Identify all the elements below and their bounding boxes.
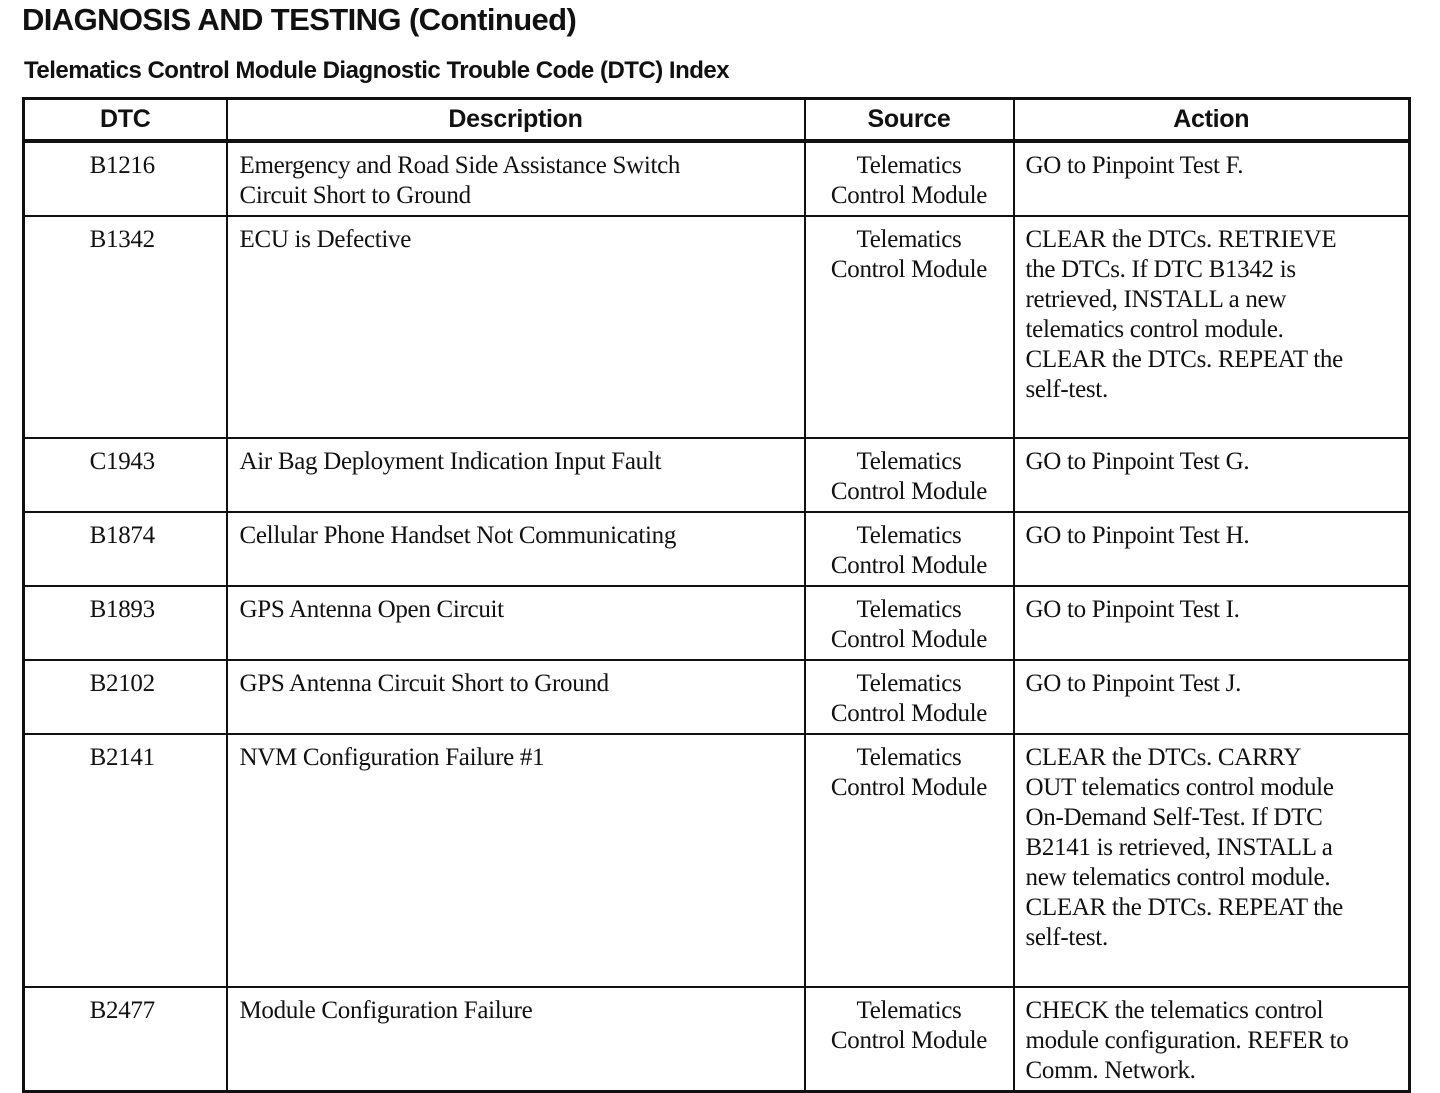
source-line: Telematics: [856, 522, 962, 549]
description-line: Cellular Phone Handset Not Communicating: [239, 522, 677, 549]
source-line: Control Module: [830, 700, 988, 727]
source-line: Control Module: [830, 774, 988, 801]
source-line: Telematics: [856, 997, 962, 1024]
table-title: Telematics Control Module Diagnostic Trouble Code (DTC) Index: [24, 57, 730, 84]
action-line: GO to Pinpoint Test H.: [1025, 522, 1250, 549]
source-line: Telematics: [856, 448, 962, 475]
source-cell: [805, 512, 1014, 586]
source-line: Control Module: [830, 256, 988, 283]
action-line: CLEAR the DTCs. CARRY: [1025, 744, 1302, 771]
description-line: NVM Configuration Failure #1: [239, 744, 545, 771]
table-row: [24, 512, 1410, 586]
action-cell: [1014, 987, 1410, 1092]
description-line: Circuit Short to Ground: [239, 182, 471, 209]
description-line: GPS Antenna Circuit Short to Ground: [239, 670, 609, 697]
source-line: Telematics: [856, 596, 962, 623]
source-line: Control Module: [830, 552, 988, 579]
page-heading: DIAGNOSIS AND TESTING (Continued): [22, 2, 577, 37]
action-line: B2141 is retrieved, INSTALL a: [1025, 834, 1333, 861]
table-row: [24, 660, 1410, 734]
source-line: Control Module: [830, 478, 988, 505]
description-line: Emergency and Road Side Assistance Switch: [239, 152, 681, 179]
dtc-code-cell: B2141: [24, 734, 227, 987]
action-line: On-Demand Self-Test. If DTC: [1025, 804, 1323, 831]
table-row: [24, 586, 1410, 660]
description-cell: [227, 586, 805, 660]
table-row: [24, 216, 1410, 438]
source-cell: [805, 216, 1014, 438]
action-line: CHECK the telematics control: [1025, 997, 1324, 1024]
column-header-dtc: DTC: [24, 99, 227, 142]
action-line: new telematics control module.: [1025, 864, 1331, 891]
source-cell: [805, 660, 1014, 734]
action-cell: [1014, 660, 1410, 734]
description-line: Air Bag Deployment Indication Input Fault: [239, 448, 662, 475]
source-line: Telematics: [856, 152, 962, 179]
action-line: GO to Pinpoint Test I.: [1025, 596, 1240, 623]
description-cell: [227, 512, 805, 586]
source-cell: [805, 141, 1014, 216]
action-line: self-test.: [1025, 376, 1108, 403]
action-line: the DTCs. If DTC B1342 is: [1025, 256, 1296, 283]
action-line: GO to Pinpoint Test J.: [1025, 670, 1242, 697]
action-line: CLEAR the DTCs. RETRIEVE: [1025, 226, 1337, 253]
action-cell: [1014, 438, 1410, 512]
dtc-code-cell: B1893: [24, 586, 227, 660]
column-header-description: Description: [227, 99, 805, 142]
dtc-code-cell: B1342: [24, 216, 227, 438]
dtc-code-cell: B1874: [24, 512, 227, 586]
description-cell: [227, 438, 805, 512]
action-line: retrieved, INSTALL a new: [1025, 286, 1287, 313]
action-line: OUT telematics control module: [1025, 774, 1334, 801]
dtc-code-cell: B2102: [24, 660, 227, 734]
action-line: GO to Pinpoint Test G.: [1025, 448, 1250, 475]
dtc-index-table: [22, 97, 1411, 1093]
source-line: Control Module: [830, 626, 988, 653]
action-cell: [1014, 734, 1410, 987]
dtc-code-cell: C1943: [24, 438, 227, 512]
action-line: telematics control module.: [1025, 316, 1284, 343]
action-line: self-test.: [1025, 924, 1108, 951]
action-cell: [1014, 586, 1410, 660]
action-line: GO to Pinpoint Test F.: [1025, 152, 1244, 179]
description-cell: [227, 141, 805, 216]
dtc-code-cell: B1216: [24, 141, 227, 216]
description-line: GPS Antenna Open Circuit: [239, 596, 504, 623]
source-line: Control Module: [830, 182, 988, 209]
source-cell: [805, 734, 1014, 987]
table-row: [24, 734, 1410, 987]
action-cell: [1014, 512, 1410, 586]
table-row: [24, 438, 1410, 512]
source-line: Telematics: [856, 744, 962, 771]
description-line: Module Configuration Failure: [239, 997, 533, 1024]
description-cell: [227, 660, 805, 734]
source-line: Telematics: [856, 670, 962, 697]
source-line: Control Module: [830, 1027, 988, 1054]
source-line: Telematics: [856, 226, 962, 253]
action-line: module configuration. REFER to: [1025, 1027, 1349, 1054]
column-header-source: Source: [805, 99, 1014, 142]
description-cell: [227, 216, 805, 438]
source-cell: [805, 586, 1014, 660]
action-cell: [1014, 216, 1410, 438]
dtc-code-cell: B2477: [24, 987, 227, 1092]
table-header-row: [24, 99, 1410, 142]
table-row: [24, 987, 1410, 1092]
source-cell: [805, 987, 1014, 1092]
description-cell: [227, 734, 805, 987]
action-cell: [1014, 141, 1410, 216]
column-header-action: Action: [1014, 99, 1410, 142]
table-row: [24, 141, 1410, 216]
action-line: Comm. Network.: [1025, 1057, 1196, 1084]
action-line: CLEAR the DTCs. REPEAT the: [1025, 894, 1343, 921]
description-line: ECU is Defective: [239, 226, 412, 253]
action-line: CLEAR the DTCs. REPEAT the: [1025, 346, 1343, 373]
description-cell: [227, 987, 805, 1092]
source-cell: [805, 438, 1014, 512]
